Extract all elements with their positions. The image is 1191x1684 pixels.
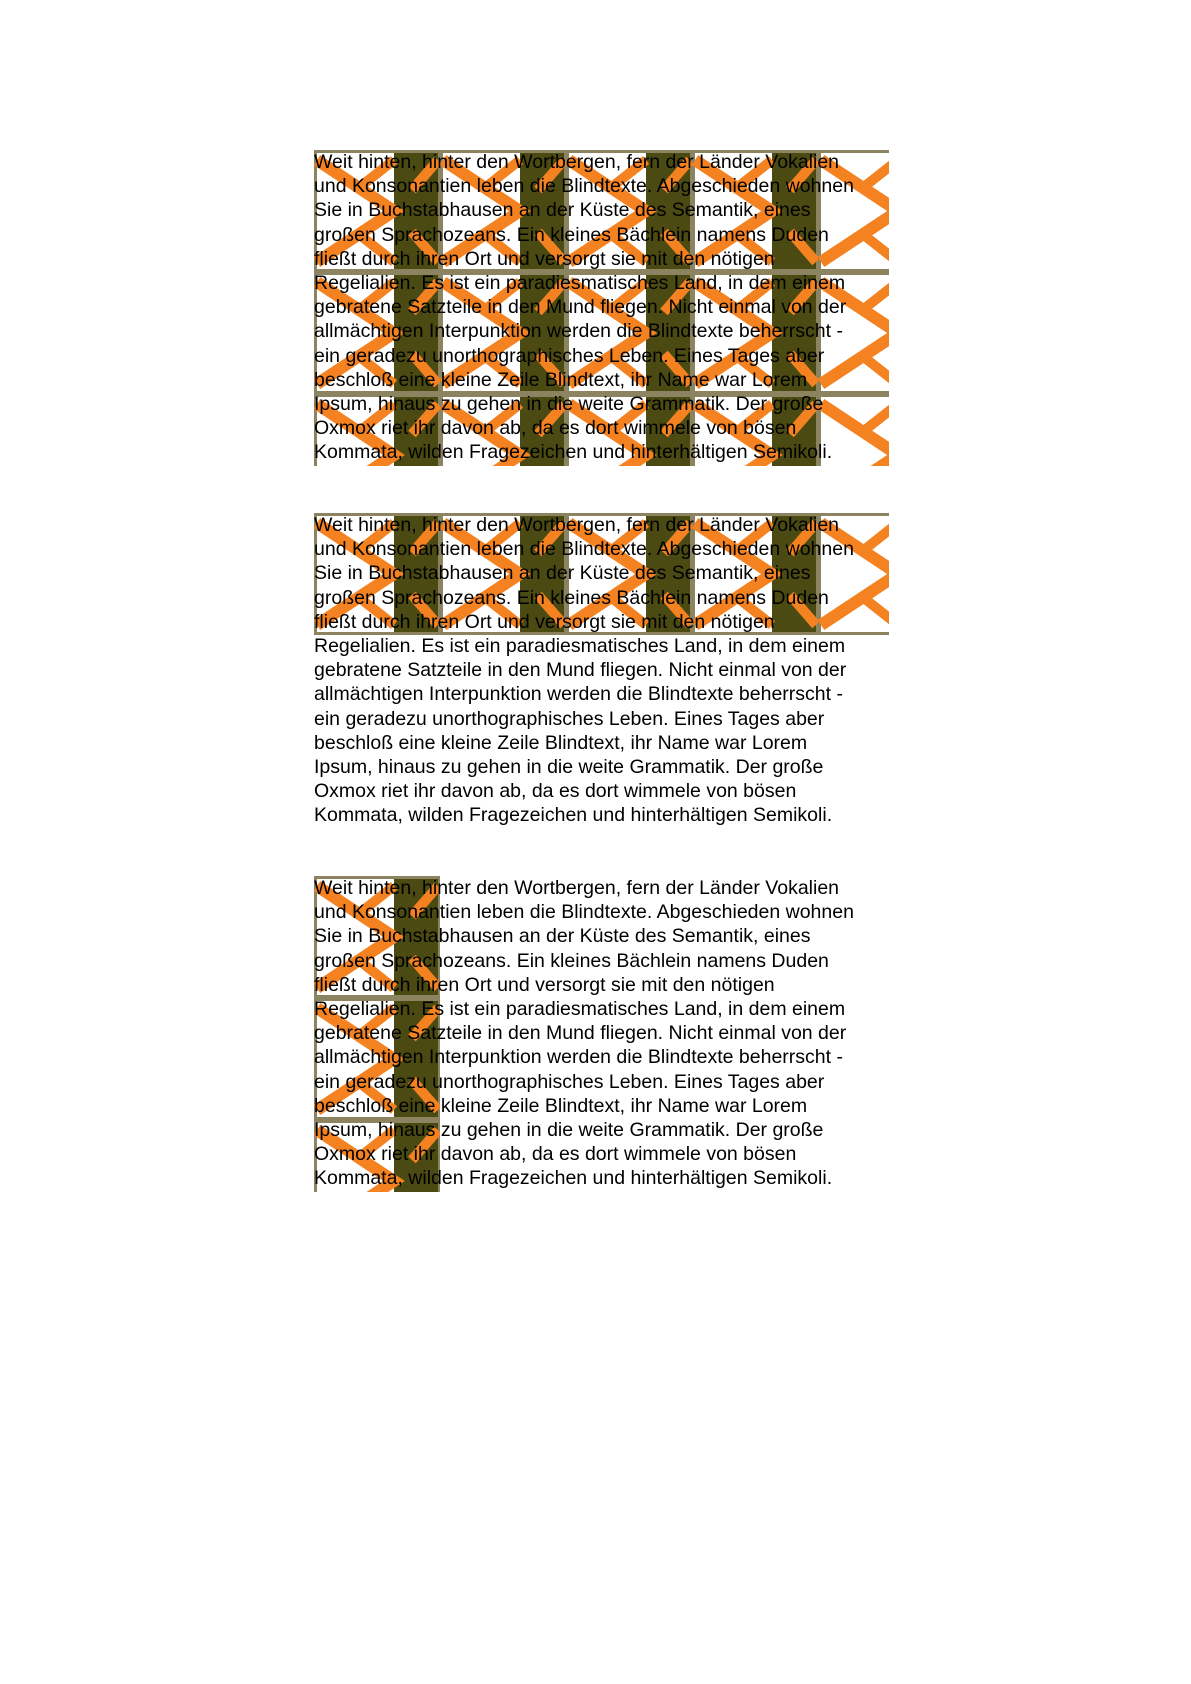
- text-block-repeat-y-background: [314, 876, 889, 1191]
- paragraph: Weit hinten, hinter den Wortbergen, fern der Länder Vokalien und Konsonantien leben die Blindtexte. Abgeschieden wohnen Sie in Buchstabhausen an der Küste des Semantik, eines großen Sprachozeans. Ein kleines Bächlein namens Duden fließt durch ihren Ort und versorgt sie mit den nötigen Regelialien. Es ist ein paradiesmatisches Land, in dem einem gebratene Satzteile in den Mund fliegen. Nicht einmal von der allmächtigen Interpunktion werden die Blindtexte beherrscht - ein geradezu unorthographisches Leben. Eines Tages aber beschloß eine kleine Zeile Blindtext, ihr Name war Lorem Ipsum, hinaus zu gehen in die weite Grammatik. Der große Oxmox riet ihr davon ab, da es dort wimmele von bösen Kommata, wilden Fragezeichen und hinterhältigen Semikoli.: [314, 514, 854, 827]
- text-block-repeat-x-background: [314, 513, 889, 828]
- text-block-tiled-background: [314, 150, 889, 465]
- paragraph: Weit hinten, hinter den Wortbergen, fern der Länder Vokalien und Konsonantien leben die Blindtexte. Abgeschieden wohnen Sie in Buchstabhausen an der Küste des Semantik, eines großen Sprachozeans. Ein kleines Bächlein namens Duden fließt durch ihren Ort und versorgt sie mit den nötigen Regelialien. Es ist ein paradiesmatisches Land, in dem einem gebratene Satzteile in den Mund fliegen. Nicht einmal von der allmächtigen Interpunktion werden die Blindtexte beherrscht - ein geradezu unorthographisches Leben. Eines Tages aber beschloß eine kleine Zeile Blindtext, ihr Name war Lorem Ipsum, hinaus zu gehen in die weite Grammatik. Der große Oxmox riet ihr davon ab, da es dort wimmele von bösen Kommata, wilden Fragezeichen und hinterhältigen Semikoli.: [314, 151, 854, 464]
- paragraph: Weit hinten, hinter den Wortbergen, fern der Länder Vokalien und Konsonantien leben die Blindtexte. Abgeschieden wohnen Sie in Buchstabhausen an der Küste des Semantik, eines großen Sprachozeans. Ein kleines Bächlein namens Duden fließt durch ihren Ort und versorgt sie mit den nötigen Regelialien. Es ist ein paradiesmatisches Land, in dem einem gebratene Satzteile in den Mund fliegen. Nicht einmal von der allmächtigen Interpunktion werden die Blindtexte beherrscht - ein geradezu unorthographisches Leben. Eines Tages aber beschloß eine kleine Zeile Blindtext, ihr Name war Lorem Ipsum, hinaus zu gehen in die weite Grammatik. Der große Oxmox riet ihr davon ab, da es dort wimmele von bösen Kommata, wilden Fragezeichen und hinterhältigen Semikoli.: [314, 877, 854, 1190]
